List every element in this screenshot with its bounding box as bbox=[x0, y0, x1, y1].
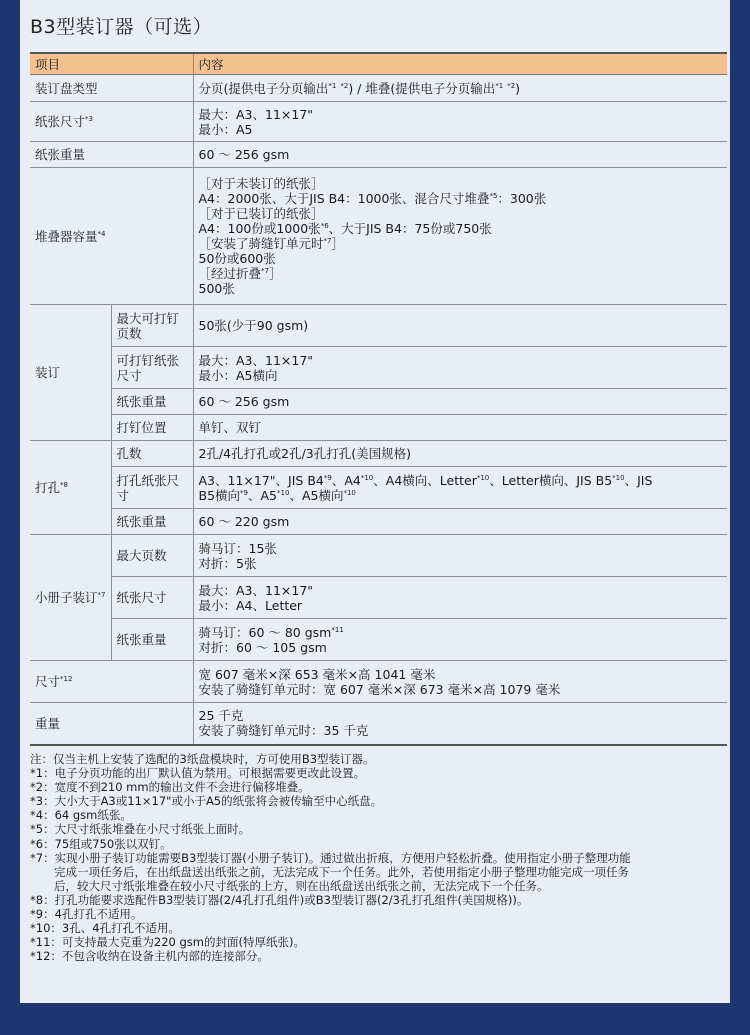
table-row bbox=[30, 415, 727, 441]
table-row bbox=[30, 661, 727, 703]
spec-table bbox=[30, 52, 727, 746]
row-label: 堆叠器容量$^{*4}$ bbox=[30, 168, 193, 305]
footnote: *7：实现小册子装订功能需要B3型装订器(小册子装订)。通过做出折痕，方便用户轻松折叠。使用指定小册子整理功能 bbox=[30, 850, 631, 865]
footnote-continued: 完成一项任务后，在出纸盘送出纸张之前，无法完成下一个任务。此外，若使用指定小册子整理功能完成一项任务 bbox=[54, 864, 629, 879]
page-title: B3型装订器（可选） bbox=[30, 16, 213, 38]
row-value: 60 ～ 220 gsm bbox=[193, 509, 727, 535]
row-value: 宽 607 毫米×深 653 毫米×高 1041 毫米 安装了骑缝钉单元时：宽 607 毫米×深 673 毫米×高 1079 毫米 bbox=[193, 661, 727, 703]
row-value: 50张(少于90 gsm) bbox=[193, 305, 727, 347]
row-value: 2孔/4孔打孔或2孔/3孔打孔(美国规格) bbox=[193, 441, 727, 467]
row-label: 重量 bbox=[30, 703, 193, 745]
row-label: 尺寸$^{*12}$ bbox=[30, 661, 193, 703]
table-row bbox=[30, 75, 727, 102]
row-sublabel: 可打钉纸张尺寸 bbox=[111, 347, 193, 389]
table-row bbox=[30, 142, 727, 168]
table-row bbox=[30, 619, 727, 661]
footnote: *1：电子分页功能的出厂默认值为禁用。可根据需要更改此设置。 bbox=[30, 766, 366, 781]
row-value: 最大：A3、11×17" 最小：A5 bbox=[193, 102, 727, 142]
table-row bbox=[30, 102, 727, 142]
row-sublabel: 最大可打钉页数 bbox=[111, 305, 193, 347]
row-sublabel: 纸张重量 bbox=[111, 509, 193, 535]
table-row bbox=[30, 347, 727, 389]
row-value: 分页(提供电子分页输出$^{*1}$ $^{*2}$) / 堆叠(提供电子分页输出$^{*1}$ $^{*2}$) bbox=[193, 75, 727, 102]
footnote: *5：大尺寸纸张堆叠在小尺寸纸张上面时。 bbox=[30, 822, 251, 837]
row-value: 60 ～ 256 gsm bbox=[193, 389, 727, 415]
table-row bbox=[30, 168, 727, 305]
footnote-continued: 后，较大尺寸纸张堆叠在较小尺寸纸张的上方，则在出纸盘送出纸张之前，无法完成下一个任务。 bbox=[54, 878, 549, 893]
footnote: *8：打孔功能要求选配件B3型装订器(2/4孔打孔组件)或B3型装订器(2/3孔打孔组件(美国规格))。 bbox=[30, 892, 529, 907]
footnote: *11：可支持最大克重为220 gsm的封面(特厚纸张)。 bbox=[30, 935, 305, 950]
row-sublabel: 孔数 bbox=[111, 441, 193, 467]
row-label: 纸张重量 bbox=[30, 142, 193, 168]
footnote: *2：宽度不到210 mm的输出文件不会进行偏移堆叠。 bbox=[30, 780, 310, 795]
row-sublabel: 最大页数 bbox=[111, 535, 193, 577]
row-value: A3、11×17"、JIS B4$^{*9}$、A4$^{*10}$、A4横向、Letter$^{*10}$、Letter横向、JIS B5$^{*10}$、JIS B5横向$^{*9}$、A5$^{*10}$、A5横向$^{*10}$ bbox=[193, 467, 727, 509]
table-row bbox=[30, 577, 727, 619]
row-sublabel: 纸张尺寸 bbox=[111, 577, 193, 619]
table-row bbox=[30, 389, 727, 415]
row-sublabel: 打钉位置 bbox=[111, 415, 193, 441]
row-sublabel: 纸张重量 bbox=[111, 619, 193, 661]
row-value: 最大：A3、11×17" 最小：A5横向 bbox=[193, 347, 727, 389]
row-value: 25 千克 安装了骑缝钉单元时：35 千克 bbox=[193, 703, 727, 745]
row-value: 骑马订：15张 对折：5张 bbox=[193, 535, 727, 577]
row-sublabel: 打孔纸张尺寸 bbox=[111, 467, 193, 509]
group-label: 小册子装订$^{*7}$ bbox=[30, 535, 111, 661]
group-label: 打孔$^{*8}$ bbox=[30, 441, 111, 535]
spec-sheet bbox=[20, 0, 730, 1003]
header-item: 项目 bbox=[30, 53, 193, 75]
table-row bbox=[30, 509, 727, 535]
footnote: *12：不包含收纳在设备主机内部的连接部分。 bbox=[30, 949, 269, 964]
row-label: 纸张尺寸$^{*3}$ bbox=[30, 102, 193, 142]
table-header-row bbox=[30, 53, 727, 75]
table-row bbox=[30, 441, 727, 467]
footnote: 注：仅当主机上安装了选配的3纸盘模块时，方可使用B3型装订器。 bbox=[30, 752, 375, 766]
row-value: 60 ～ 256 gsm bbox=[193, 142, 727, 168]
table-row bbox=[30, 535, 727, 577]
footnote: *10：3孔、4孔打孔不适用。 bbox=[30, 921, 181, 936]
table-row bbox=[30, 467, 727, 509]
header-content: 内容 bbox=[193, 53, 727, 75]
row-label: 装订盘类型 bbox=[30, 75, 193, 102]
row-value: 最大：A3、11×17" 最小：A4、Letter bbox=[193, 577, 727, 619]
table-row bbox=[30, 305, 727, 347]
group-label: 装订 bbox=[30, 305, 111, 441]
row-value: 骑马订：60 ～ 80 gsm$^{*11}$ 对折：60 ～ 105 gsm bbox=[193, 619, 727, 661]
row-sublabel: 纸张重量 bbox=[111, 389, 193, 415]
row-value: ［对于未装订的纸张］ A4：2000张、大于JIS B4：1000张、混合尺寸堆叠$^{*5}$：300张 ［对于已装订的纸张］ A4：100份或1000张$^{*6}$、大于JIS B4：75份或750张 ［安装了骑缝钉单元时$^{*7}$］ 50份或600张 ［经过折叠$^{*7}$］ 500张 bbox=[193, 168, 727, 305]
footnote: *9：4孔打孔不适用。 bbox=[30, 907, 143, 922]
footnotes bbox=[30, 752, 730, 963]
footnote: *6：75组或750张以双钉。 bbox=[30, 836, 172, 851]
table-row bbox=[30, 703, 727, 745]
footnote: *3：大小大于A3或11×17"或小于A5的纸张将会被传输至中心纸盘。 bbox=[30, 794, 383, 809]
row-value: 单钉、双钉 bbox=[193, 415, 727, 441]
footnote: *4：64 gsm纸张。 bbox=[30, 808, 132, 823]
